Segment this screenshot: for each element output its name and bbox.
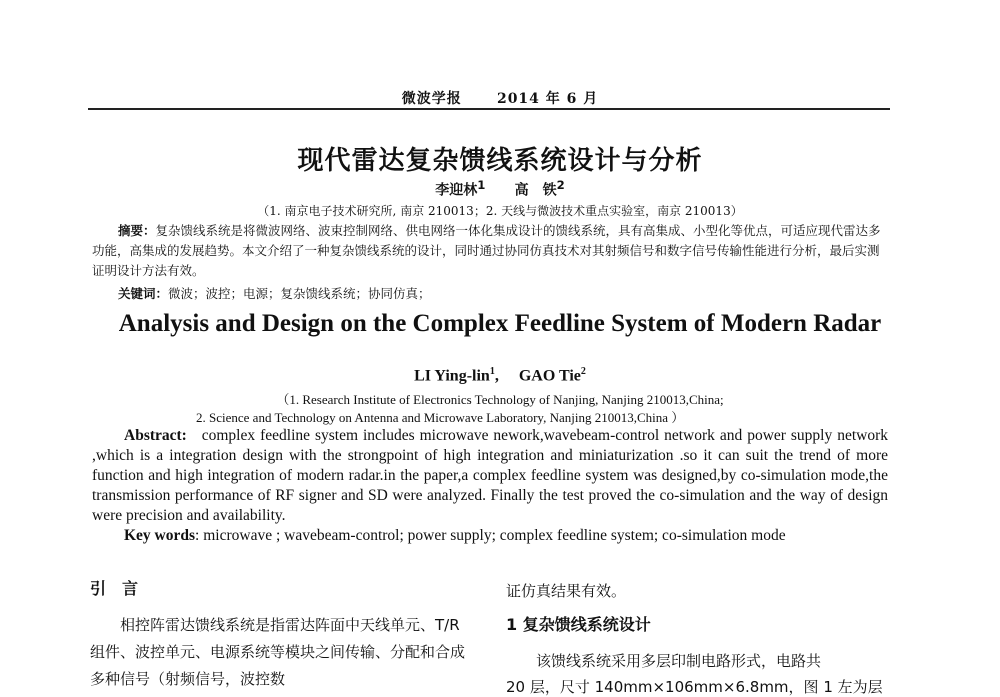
chinese-affiliation: （1. 南京电子技术研究所, 南京 210013；2. 天线与微波技术重点实验室，南京 210013） (257, 204, 743, 218)
author-1-sup: 1 (477, 178, 486, 192)
chinese-keywords-text: 微波；波控；电源；复杂馈线系统；协同仿真； (168, 286, 431, 301)
author-2-sup: 2 (556, 178, 565, 192)
section-1-heading: 1 复杂馈线系统设计 (506, 615, 651, 634)
section-1-paragraph-line-2: 20 层，尺寸 140mm×106mm×6.8mm，图 1 左为层 (506, 678, 883, 696)
chinese-keywords (118, 284, 431, 302)
running-header (0, 88, 1000, 108)
english-affiliation-1: （1. Research Institute of Electronics Technology of Nanjing, Nanjing 210013,China; (276, 392, 724, 407)
english-authors: LI Ying-lin$^1$, GAO Tie$^2$ (414, 366, 586, 385)
journal-name: 微波学报 (401, 91, 462, 107)
chinese-abstract (92, 221, 890, 281)
intro-paragraph (90, 612, 475, 693)
english-author-2-sup: 2 (580, 366, 586, 377)
section-1-paragraph: 该馈线系统采用多层印制电路形式，电路共 (536, 652, 822, 670)
english-author-2: GAO Tie (518, 367, 581, 385)
header-rule (88, 108, 890, 110)
english-abstract-label: Abstract: (124, 427, 187, 444)
intro-heading: 引 言 (90, 579, 139, 598)
english-author-1-sup: 1 (489, 366, 495, 377)
chinese-abstract-label: 摘要： (118, 223, 156, 238)
english-keywords-text: : microwave ; wavebeam-control; power supply; complex feedline system; co-simulation mode (195, 527, 786, 544)
intro-paragraph-text: 相控阵雷达馈线系统是指雷达阵面中天线单元、T/R 组件、波控单元、电源系统等模块之间传输、分配和合成多种信号（射频信号，波控数 (90, 616, 466, 688)
chinese-authors (0, 178, 1000, 200)
english-keywords (124, 527, 786, 545)
english-abstract (92, 426, 888, 526)
issue-date: 2014 年 6 月 (496, 91, 599, 107)
right-column-top-text: 证仿真结果有效。 (506, 582, 627, 600)
english-keywords-label: Key words (124, 527, 196, 544)
english-affiliation-2: 2. Science and Technology on Antenna and Microwave Laboratory, Nanjing 210013,China ） (196, 410, 685, 425)
english-abstract-text: complex feedline system includes microwave nework,wavebeam-control network and power supply network ,which is a integration design with the strongpoint of high integration and miniaturization .so it can suit the trend of more function and high integration of modern radar.in the paper,a complex feedline system was designed,by co-simulation mode,the transmission performance of RF signer and SD were analyzed. Finally the test proved the co-simulation and the way of design were precision and availability. (92, 427, 888, 524)
author-2: 高 铁 (514, 182, 557, 199)
author-1: 李迎林 (435, 182, 478, 199)
english-title: Analysis and Design on the Complex Feedline System of Modern Radar (118, 310, 882, 337)
chinese-abstract-text: 复杂馈线系统是将微波网络、波束控制网络、供电网络一体化集成设计的馈线系统，具有高集成、小型化等优点，可适应现代雷达多功能，高集成的发展趋势。本文介绍了一种复杂馈线系统的设计，同时通过协同仿真技术对其射频信号和数字信号传输性能进行分析，最后实测证明设计方法有效。 (92, 223, 881, 278)
chinese-title: 现代雷达复杂馈线系统设计与分析 (297, 146, 703, 176)
english-author-1: LI Ying-lin (414, 367, 490, 385)
chinese-keywords-label: 关键词： (118, 286, 169, 301)
